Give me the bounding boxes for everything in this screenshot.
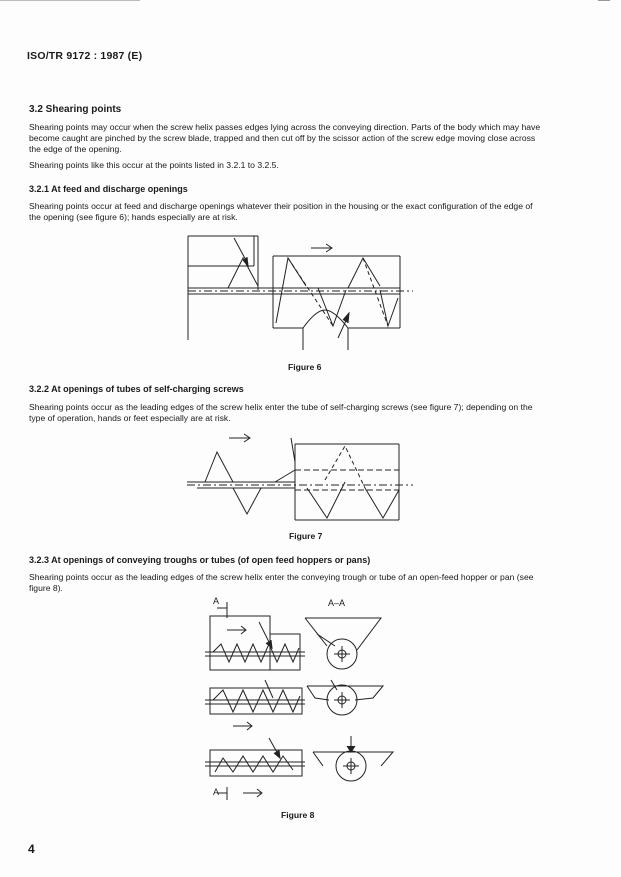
- section-3-2-2-line1: Shearing points occur as the leading edges of the screw helix enter the tube of self-charging screws (see figure 7); depending on the: [29, 402, 533, 412]
- trough-2-section: [307, 680, 383, 715]
- section-3-2-3-line2: figure 8).: [29, 583, 63, 593]
- corner-mark: [598, 0, 610, 1]
- section-3-2-1-heading: 3.2.1 At feed and discharge openings: [29, 184, 188, 194]
- trough-2-side-view: [205, 680, 305, 730]
- section-3-2-para1-line1: Shearing points may occur when the screw helix passes edges lying across the conveying direction. Parts of the body which may have: [29, 122, 541, 132]
- section-3-2-heading: 3.2 Shearing points: [29, 104, 122, 115]
- section-3-2-para1-line2: become caught are pinched by the screw blade, trapped and then cut off by the scissor action of the screw edge moving close across: [29, 133, 536, 143]
- section-3-2-para2: Shearing points like this occur at the points listed in 3.2.1 to 3.2.5.: [29, 160, 279, 170]
- section-3-2-2-line2: type of operation, hands or feet especially are at risk.: [29, 413, 231, 423]
- top-edge-rule: [0, 0, 140, 1]
- section-label-a-a: A–A: [328, 598, 346, 608]
- feed-direction-arrow: [229, 434, 250, 442]
- trough-1-side-view: [205, 616, 305, 670]
- figure-8-caption: Figure 8: [281, 810, 315, 820]
- figure-6-caption: Figure 6: [288, 362, 322, 372]
- section-3-2-3-line1: Shearing points occur as the leading edges of the screw helix enter the conveying trough or tube of an open-feed hopper or pan (see: [29, 572, 534, 582]
- section-marker-top: A: [213, 596, 220, 606]
- section-mark-bottom: [217, 787, 262, 800]
- section-3-2-para1-line3: the edge of the opening.: [29, 144, 122, 154]
- tube-outline: [295, 444, 399, 520]
- shear-point-pointer: [291, 438, 295, 462]
- feed-direction-arrow: [311, 244, 332, 252]
- figure-8-drawing: [205, 600, 395, 800]
- figure-6-drawing: [188, 228, 418, 353]
- section-3-2-1-line1: Shearing points occur at feed and discharge openings whatever their position in the housing or the exact configuration of the edge of: [29, 201, 533, 211]
- trough-3-section: [313, 736, 393, 781]
- trough-1-section: [305, 618, 381, 669]
- document-header: ISO/TR 9172 : 1987 (E): [27, 50, 143, 62]
- section-3-2-3-heading: 3.2.3 At openings of conveying troughs or tubes (of open feed hoppers or pans): [29, 555, 371, 565]
- figure-7-drawing: [187, 432, 419, 520]
- section-marker-bottom: A: [213, 787, 220, 797]
- trough-3-side-view: [205, 738, 305, 776]
- section-3-2-2-heading: 3.2.2 At openings of tubes of self-charging screws: [29, 384, 244, 394]
- screw-shaft: [188, 288, 413, 294]
- screw-shaft: [187, 470, 413, 490]
- page-number: 4: [28, 842, 35, 856]
- figure-7-caption: Figure 7: [289, 531, 323, 541]
- section-3-2-1-line2: the opening (see figure 6); hands especially are at risk.: [29, 212, 238, 222]
